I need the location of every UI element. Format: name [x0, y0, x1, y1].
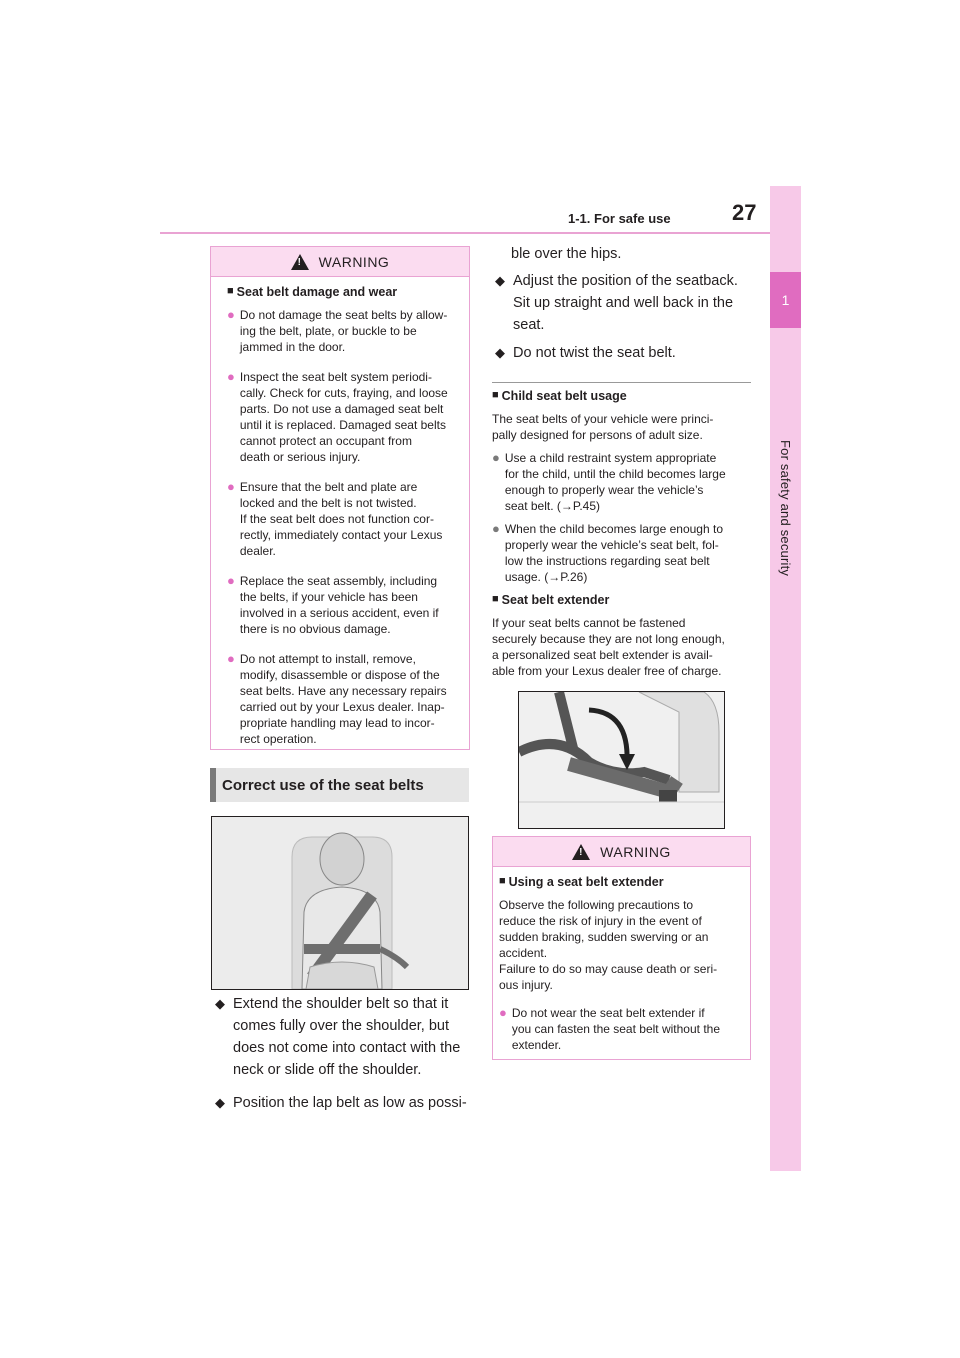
warning-item: ● Ensure that the belt and plate are locked and the belt is not twisted. If the seat belt does not function cor- rectly, immediately contact your Lexus dealer. — [227, 479, 443, 558]
person-seat-belt-drawing — [212, 817, 468, 989]
square-bullet-icon: ■ — [492, 389, 499, 401]
warning-header — [493, 837, 750, 867]
square-bullet-icon: ■ — [227, 285, 234, 297]
bullet-continuation: ble over the hips. — [511, 246, 622, 262]
diamond-bullet-icon: ◆ — [495, 273, 505, 288]
bullet-item: ◆ Adjust the position of the seatback. Sit up straight and well back in the seat. — [495, 270, 751, 336]
chapter-number: 1 — [770, 272, 801, 328]
warning-title: ■ Using a seat belt extender — [499, 875, 664, 889]
diamond-bullet-icon: ◆ — [495, 345, 505, 360]
seat-belt-extender-illustration — [518, 691, 725, 829]
warning-intro: Observe the following precautions to reduce the risk of injury in the event of sudden braking, sudden swerving or an accident. Failure to do so may cause death or seri- ous injury. — [499, 898, 718, 992]
extender-title: ■ Seat belt extender — [492, 593, 610, 607]
warning-triangle-icon: ! — [572, 844, 590, 860]
child-usage-title: ■ Child seat belt usage — [492, 389, 627, 403]
square-bullet-icon: ■ — [499, 875, 506, 887]
diamond-bullet-icon: ◆ — [215, 996, 225, 1011]
warning-label: WARNING — [318, 253, 390, 270]
bullet-dot-icon: ● — [492, 450, 500, 465]
diamond-bullet-icon: ◆ — [215, 1095, 225, 1110]
subsection-rule — [492, 382, 751, 383]
seat-belt-illustration — [211, 816, 469, 990]
bullet-dot-icon: ● — [492, 521, 500, 536]
warning-box-seat-belt-extender — [492, 836, 751, 1060]
square-bullet-icon: ■ — [492, 593, 499, 605]
warning-title: ■ Seat belt damage and wear — [227, 285, 398, 299]
warning-label: WARNING — [600, 843, 671, 860]
list-item: ● Use a child restraint system appropriate for the child, until the child becomes large enough to properly wear the vehicle’s seat belt. (→P.45) — [492, 450, 726, 513]
bullet-dot-icon: ● — [227, 369, 235, 384]
extender-drawing — [519, 692, 724, 828]
bullet-dot-icon: ● — [227, 307, 235, 322]
warning-item: ● Do not attempt to install, remove, modify, disassemble or dispose of the seat belts. Have any necessary repairs carried out by your Lexus dealer. Inap- propriate handling may lead to incor- rect operation. — [227, 651, 447, 746]
bullet-dot-icon: ● — [227, 651, 235, 666]
bullet-item: ◆ Extend the shoulder belt so that it comes fully over the shoulder, but does not come into contact with the neck or slide off the shoulder. — [215, 993, 470, 1081]
list-item: ● When the child becomes large enough to properly wear the vehicle’s seat belt, fol- low the instructions regarding seat belt usage. (→P.26) — [492, 521, 723, 584]
section-heading: Correct use of the seat belts — [210, 768, 469, 802]
bullet-dot-icon: ● — [227, 573, 235, 588]
section-title: 1-1. For safe use — [568, 211, 671, 226]
bullet-dot-icon: ● — [227, 479, 235, 494]
page-number: 27 — [732, 200, 757, 225]
chapter-label: For safety and security — [778, 440, 793, 577]
header-rule — [160, 232, 770, 234]
warning-item: ● Do not wear the seat belt extender if you can fasten the seat belt without the extender. — [499, 1005, 720, 1052]
child-usage-intro: The seat belts of your vehicle were princi- pally designed for persons of adult size. — [492, 412, 714, 442]
bullet-item: ◆ Position the lap belt as low as possi- — [215, 1092, 470, 1114]
warning-header — [211, 247, 469, 277]
chapter-tab — [770, 186, 801, 1171]
warning-box-seat-belt-damage — [210, 246, 470, 750]
extender-text: If your seat belts cannot be fastened securely because they are not long enough, a personalized seat belt extender is avail- able from your Lexus dealer free of charge. — [492, 616, 725, 678]
warning-triangle-icon: ! — [291, 254, 309, 270]
warning-item: ● Inspect the seat belt system periodi- cally. Check for cuts, fraying, and loose parts. Do not use a damaged seat belt until it is replaced. Damaged seat belts cannot protect an occupant from death or serious injury. — [227, 369, 448, 464]
bullet-item: ◆ Do not twist the seat belt. — [495, 342, 751, 364]
warning-item: ● Do not damage the seat belts by allow- ing the belt, plate, or buckle to be jammed in the door. — [227, 307, 448, 354]
warning-item: ● Replace the seat assembly, including the belts, if your vehicle has been involved in a serious accident, even if there is no obvious damage. — [227, 573, 439, 636]
bullet-dot-icon: ● — [499, 1005, 507, 1020]
